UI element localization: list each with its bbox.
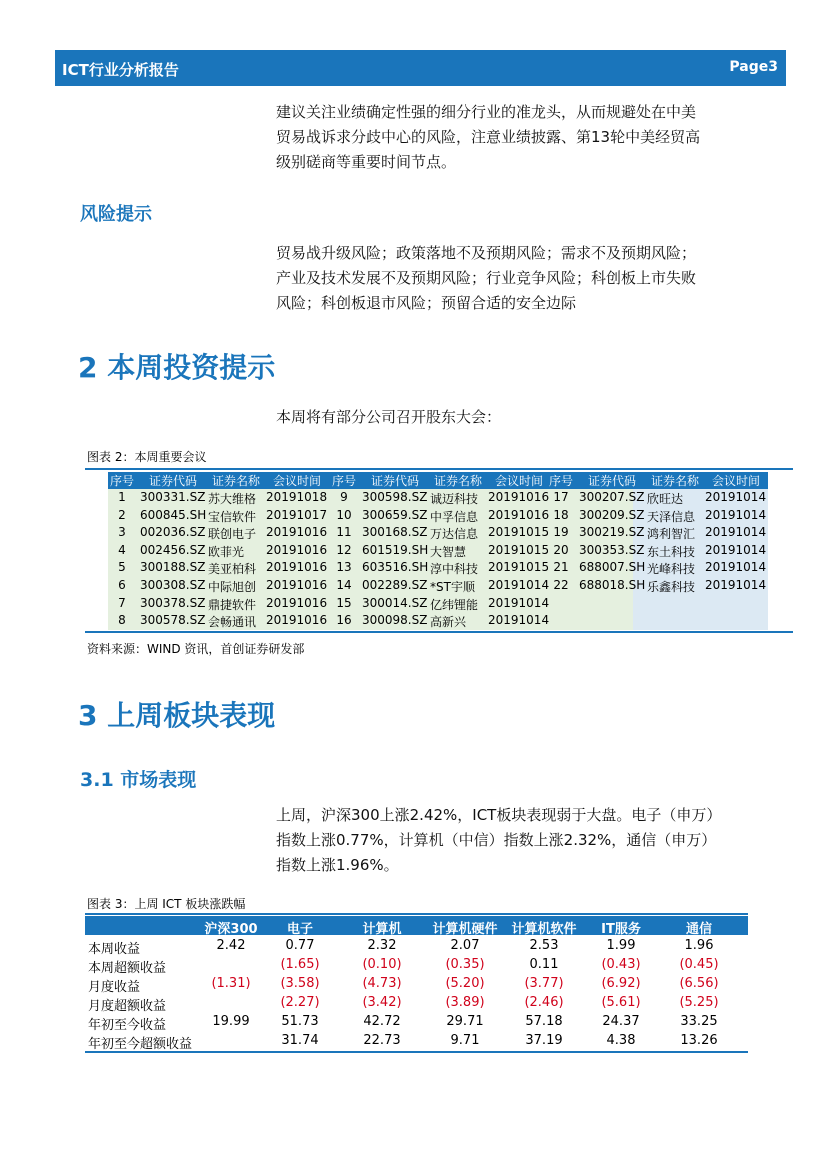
meeting-date: 20191016 [266,542,328,557]
security-name: 美亚柏科 [208,562,257,577]
column-header: 证券名称 [650,474,699,488]
meeting-date: 20191016 [266,613,328,628]
row-index: 6 [118,578,126,592]
risk-paragraph [276,241,756,316]
value-cell: 13.26 [680,1033,718,1048]
security-name: 东土科技 [647,544,696,559]
security-code: 600845.SH [140,507,207,522]
value-cell: 1.99 [606,938,636,953]
security-name: 万达信息 [430,527,479,542]
table-2-source: 资料来源：WIND 资讯，首创证券研发部 [87,642,305,656]
security-name: 欣旺达 [647,492,684,506]
value-cell: (5.25) [679,995,719,1010]
meeting-date: 20191014 [705,560,767,575]
meeting-date: 20191015 [488,542,550,557]
value-cell: (4.73) [362,976,402,991]
row-index: 17 [553,490,569,504]
column-header: 证券代码 [587,474,636,488]
table-2-caption: 图表 2：本周重要会议 [87,450,207,464]
table-row [85,508,793,525]
security-name: *ST宇顺 [430,580,475,594]
row-index: 21 [553,560,569,575]
meeting-date: 20191014 [488,578,550,592]
value-cell: 2.07 [450,938,480,953]
value-cell: (0.10) [362,957,402,972]
table-row [85,938,748,956]
row-index: 8 [118,613,126,628]
column-header: 会议时间 [711,474,760,488]
meeting-date: 20191016 [488,507,550,522]
section-2-heading: 2 本周投资提示 [78,351,276,384]
column-header: IT服务 [601,922,641,937]
section-3-1-heading: 3.1 市场表现 [80,769,197,791]
value-cell: 22.73 [363,1033,401,1048]
market-line: 上周，沪深300上涨2.42%，ICT板块表现弱于大盘。电子（申万） [276,806,722,824]
security-code: 002036.SZ [140,525,206,540]
value-cell: 42.72 [363,1014,401,1029]
value-cell: (3.89) [445,995,485,1010]
security-code: 002456.SZ [140,542,206,557]
section-3-heading: 3 上周板块表现 [78,699,276,732]
value-cell: 31.74 [281,1033,319,1048]
meeting-date: 20191017 [266,507,328,522]
value-cell: (0.43) [601,957,641,972]
security-code: 300219.SZ [579,525,645,540]
table-top-rule [85,468,793,470]
row-index: 14 [336,578,352,592]
row-index: 20 [553,542,569,557]
risk-line: 贸易战升级风险；政策落地不及预期风险；需求不及预期风险； [276,244,697,262]
security-code: 300207.SZ [579,490,645,504]
security-code: 300168.SZ [362,525,428,540]
column-header: 计算机软件 [511,922,577,937]
meetings-table [85,468,793,633]
meeting-date: 20191016 [266,525,328,540]
meeting-date: 20191015 [488,525,550,540]
row-index: 4 [118,542,126,557]
market-line: 指数上涨0.77%，计算机（中信）指数上涨2.32%，通信（申万） [276,831,717,849]
meeting-date: 20191016 [488,490,550,504]
column-header: 证券代码 [370,474,419,488]
meeting-date: 20191014 [705,542,767,557]
security-name: 联创电子 [208,527,257,542]
table-row [85,560,793,577]
security-code: 300014.SZ [362,595,428,610]
column-header: 通信 [685,922,712,937]
column-header: 计算机 [362,922,402,937]
value-cell: (6.92) [601,976,641,991]
table-row [85,1014,748,1032]
table-top-rule [85,913,748,915]
row-index: 5 [118,560,126,575]
column-header: 证券名称 [433,474,482,488]
column-header: 序号 [331,474,356,488]
row-index: 12 [336,542,352,557]
security-name: 淳中科技 [430,562,479,577]
value-cell: (3.77) [524,976,564,991]
meeting-date: 20191014 [705,507,767,522]
value-cell: (3.42) [362,995,402,1010]
security-code: 002289.SZ [362,578,428,592]
value-cell: 57.18 [525,1014,563,1029]
security-name: 中际旭创 [208,580,257,594]
security-code: 300353.SZ [579,542,645,557]
security-name: 高新兴 [430,615,467,630]
meeting-date: 20191014 [488,595,550,610]
intro-line: 贸易战诉求分歧中心的风险，注意业绩披露、第13轮中美经贸高 [276,128,701,146]
security-name: 大智慧 [430,544,467,559]
risk-line: 产业及技术发展不及预期风险；行业竞争风险；科创板上市失败 [276,269,697,287]
intro-line: 建议关注业绩确定性强的细分行业的准龙头，从而规避处在中美 [276,103,697,121]
security-code: 300659.SZ [362,507,428,522]
meeting-date: 20191014 [705,525,767,540]
security-code: 603516.SH [362,560,429,575]
row-index: 13 [336,560,352,575]
page-number: Page3 [729,59,778,75]
security-code: 300188.SZ [140,560,206,575]
sector-performance-table [85,913,748,1053]
value-cell: (0.35) [445,957,485,972]
report-title: ICT行业分析报告 [62,61,179,79]
security-name: 天泽信息 [647,509,696,524]
value-cell: 24.37 [602,1014,640,1029]
table-row [85,578,793,595]
column-header: 序号 [548,474,573,488]
row-index: 15 [336,595,352,610]
value-cell: 29.71 [446,1014,484,1029]
table-row [85,976,748,994]
security-name: 会畅通讯 [208,615,257,630]
meeting-date: 20191014 [705,490,767,504]
row-index: 3 [118,525,126,540]
row-label: 本周超额收益 [88,961,167,976]
meeting-date: 20191018 [266,490,328,504]
security-name: 亿纬锂能 [430,597,479,612]
value-cell: 9.71 [450,1033,480,1048]
security-name: 光峰科技 [647,562,696,577]
meeting-date: 20191015 [488,560,550,575]
intro-line: 级别磋商等重要时间节点。 [276,153,457,171]
table-row [85,596,793,613]
security-code: 300378.SZ [140,595,206,610]
row-label: 本周收益 [88,942,141,957]
row-index: 19 [553,525,569,540]
risk-heading: 风险提示 [80,204,152,225]
security-name: 苏大维格 [208,492,257,506]
value-cell: 2.32 [367,938,397,953]
value-cell: 51.73 [281,1014,319,1029]
risk-line: 风险；科创板退市风险；预留合适的安全边际 [276,294,577,312]
section-2-text: 本周将有部分公司召开股东大会： [276,408,502,426]
security-name: 欧菲光 [208,544,245,559]
security-code: 300598.SZ [362,490,428,504]
value-cell: (0.45) [679,957,719,972]
value-cell: (1.65) [280,957,320,972]
table-3-caption: 图表 3：上周 ICT 板块涨跌幅 [87,897,246,911]
value-cell: 0.77 [285,938,315,953]
security-code: 300331.SZ [140,490,206,504]
row-label: 月度超额收益 [88,999,167,1014]
column-header: 沪深300 [204,922,258,937]
column-header: 电子 [286,922,313,937]
row-index: 22 [553,578,569,592]
security-name: 中孚信息 [430,509,479,524]
page-header [55,50,786,86]
column-header: 计算机硬件 [432,922,498,937]
meeting-date: 20191016 [266,595,328,610]
column-header: 会议时间 [272,474,321,488]
table-row [85,613,793,630]
security-name: 鸿利智汇 [647,527,696,542]
column-header: 会议时间 [494,474,543,488]
value-cell: (5.61) [601,995,641,1010]
value-cell: (1.31) [211,976,251,991]
value-cell: 4.38 [606,1033,636,1048]
value-cell: 0.11 [529,957,559,972]
row-index: 7 [118,595,126,610]
value-cell: (6.56) [679,976,719,991]
table-row [85,957,748,975]
meeting-date: 20191014 [705,578,767,592]
value-cell: (2.27) [280,995,320,1010]
value-cell: 33.25 [680,1014,718,1029]
security-code: 688007.SH [579,560,646,575]
security-code: 300578.SZ [140,613,206,628]
value-cell: 1.96 [684,938,714,953]
value-cell: (3.58) [280,976,320,991]
value-cell: 2.53 [529,938,559,953]
row-index: 10 [336,507,352,522]
intro-paragraph [276,100,756,175]
meeting-date: 20191016 [266,578,328,592]
column-header: 证券代码 [148,474,197,488]
row-index: 16 [336,613,352,628]
table-row [85,490,793,507]
row-label: 年初至今超额收益 [88,1037,193,1052]
row-index: 11 [336,525,352,540]
security-code: 300308.SZ [140,578,206,592]
table-row [85,525,793,542]
value-cell: 19.99 [212,1014,250,1029]
value-cell: 2.42 [216,938,246,953]
column-header: 序号 [109,474,134,488]
market-paragraph [276,803,756,878]
meeting-date: 20191016 [266,560,328,575]
column-header: 证券名称 [211,474,260,488]
security-code: 688018.SH [579,578,646,592]
row-index: 1 [118,490,126,504]
value-cell: 37.19 [525,1033,563,1048]
table-header-row [85,472,793,489]
security-code: 300098.SZ [362,613,428,628]
table-row [85,1033,748,1051]
market-line: 指数上涨1.96%。 [276,856,399,874]
row-index: 2 [118,507,126,522]
value-cell: (2.46) [524,995,564,1010]
security-name: 宝信软件 [208,509,257,524]
security-code: 300209.SZ [579,507,645,522]
security-name: 诚迈科技 [430,492,479,506]
table-row [85,543,793,560]
meeting-date: 20191014 [488,613,550,628]
table-row [85,995,748,1013]
table-header-row [85,918,748,936]
security-name: 鼎捷软件 [208,597,257,612]
row-label: 月度收益 [88,980,141,995]
security-code: 601519.SH [362,542,429,557]
security-name: 乐鑫科技 [647,580,696,594]
table-bottom-rule [85,631,793,633]
row-index: 9 [340,490,348,504]
value-cell: (5.20) [445,976,485,991]
row-index: 18 [553,507,569,522]
row-label: 年初至今收益 [88,1018,167,1033]
